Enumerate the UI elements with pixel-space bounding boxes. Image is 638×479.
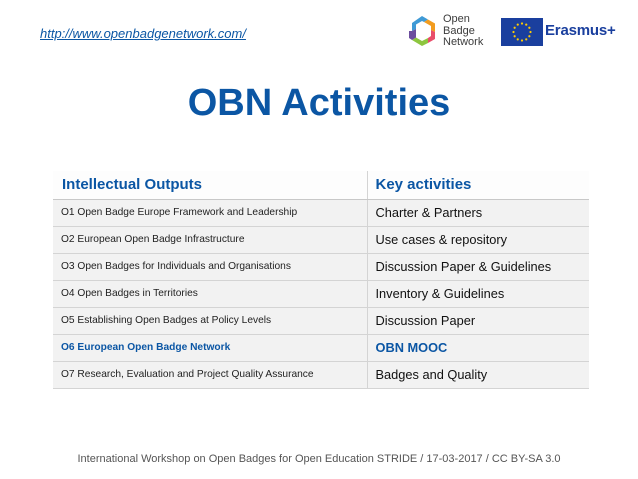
activity-cell: Use cases & repository xyxy=(367,226,589,253)
eu-star xyxy=(525,24,527,26)
eu-star xyxy=(514,35,516,37)
table-row xyxy=(53,199,589,226)
table-row-highlighted xyxy=(53,334,589,361)
table-row xyxy=(53,280,589,307)
erasmus-logo: Erasmus+ xyxy=(545,22,616,39)
obn-logo-icon xyxy=(405,14,439,48)
table-row xyxy=(53,253,589,280)
obn-logo-line1: Open xyxy=(443,13,470,25)
eu-star xyxy=(512,31,514,33)
table-row xyxy=(53,361,589,388)
activity-cell: Discussion Paper & Guidelines xyxy=(367,253,589,280)
obn-logo-line3: Network xyxy=(443,36,484,48)
table-row xyxy=(53,307,589,334)
eu-star xyxy=(528,27,530,29)
output-cell: O5 Establishing Open Badges at Policy Levels xyxy=(53,307,367,334)
website-link[interactable]: http://www.openbadgenetwork.com/ xyxy=(40,26,246,41)
table-row xyxy=(53,226,589,253)
eu-star xyxy=(517,38,519,40)
eu-star xyxy=(521,22,523,24)
output-cell: O4 Open Badges in Territories xyxy=(53,280,367,307)
output-cell: O3 Open Badges for Individuals and Organisations xyxy=(53,253,367,280)
activities-table xyxy=(53,171,589,389)
footer-text: International Workshop on Open Badges for Open Education STRIDE / 17-03-2017 / CC BY-SA 3.0 xyxy=(77,453,561,465)
output-cell: O1 Open Badge Europe Framework and Leadership xyxy=(53,199,367,226)
eu-star xyxy=(525,38,527,40)
page-title: OBN Activities xyxy=(187,82,451,124)
activity-cell: Inventory & Guidelines xyxy=(367,280,589,307)
eu-star xyxy=(529,31,531,33)
column-header-outputs: Intellectual Outputs xyxy=(53,171,367,199)
output-cell: O2 European Open Badge Infrastructure xyxy=(53,226,367,253)
eu-star xyxy=(514,27,516,29)
activity-cell: Badges and Quality xyxy=(367,361,589,388)
eu-star xyxy=(528,35,530,37)
output-cell: O7 Research, Evaluation and Project Quality Assurance xyxy=(53,361,367,388)
eu-star xyxy=(521,39,523,41)
activity-cell: Discussion Paper xyxy=(367,307,589,334)
output-cell: O6 European Open Badge Network xyxy=(53,334,367,361)
column-header-activities: Key activities xyxy=(367,171,589,199)
activity-cell: OBN MOOC xyxy=(367,334,589,361)
obn-logo-line2: Badge xyxy=(443,24,475,37)
obn-logo xyxy=(405,14,495,50)
eu-flag-icon xyxy=(501,18,543,46)
eu-star xyxy=(517,24,519,26)
activity-cell: Charter & Partners xyxy=(367,199,589,226)
